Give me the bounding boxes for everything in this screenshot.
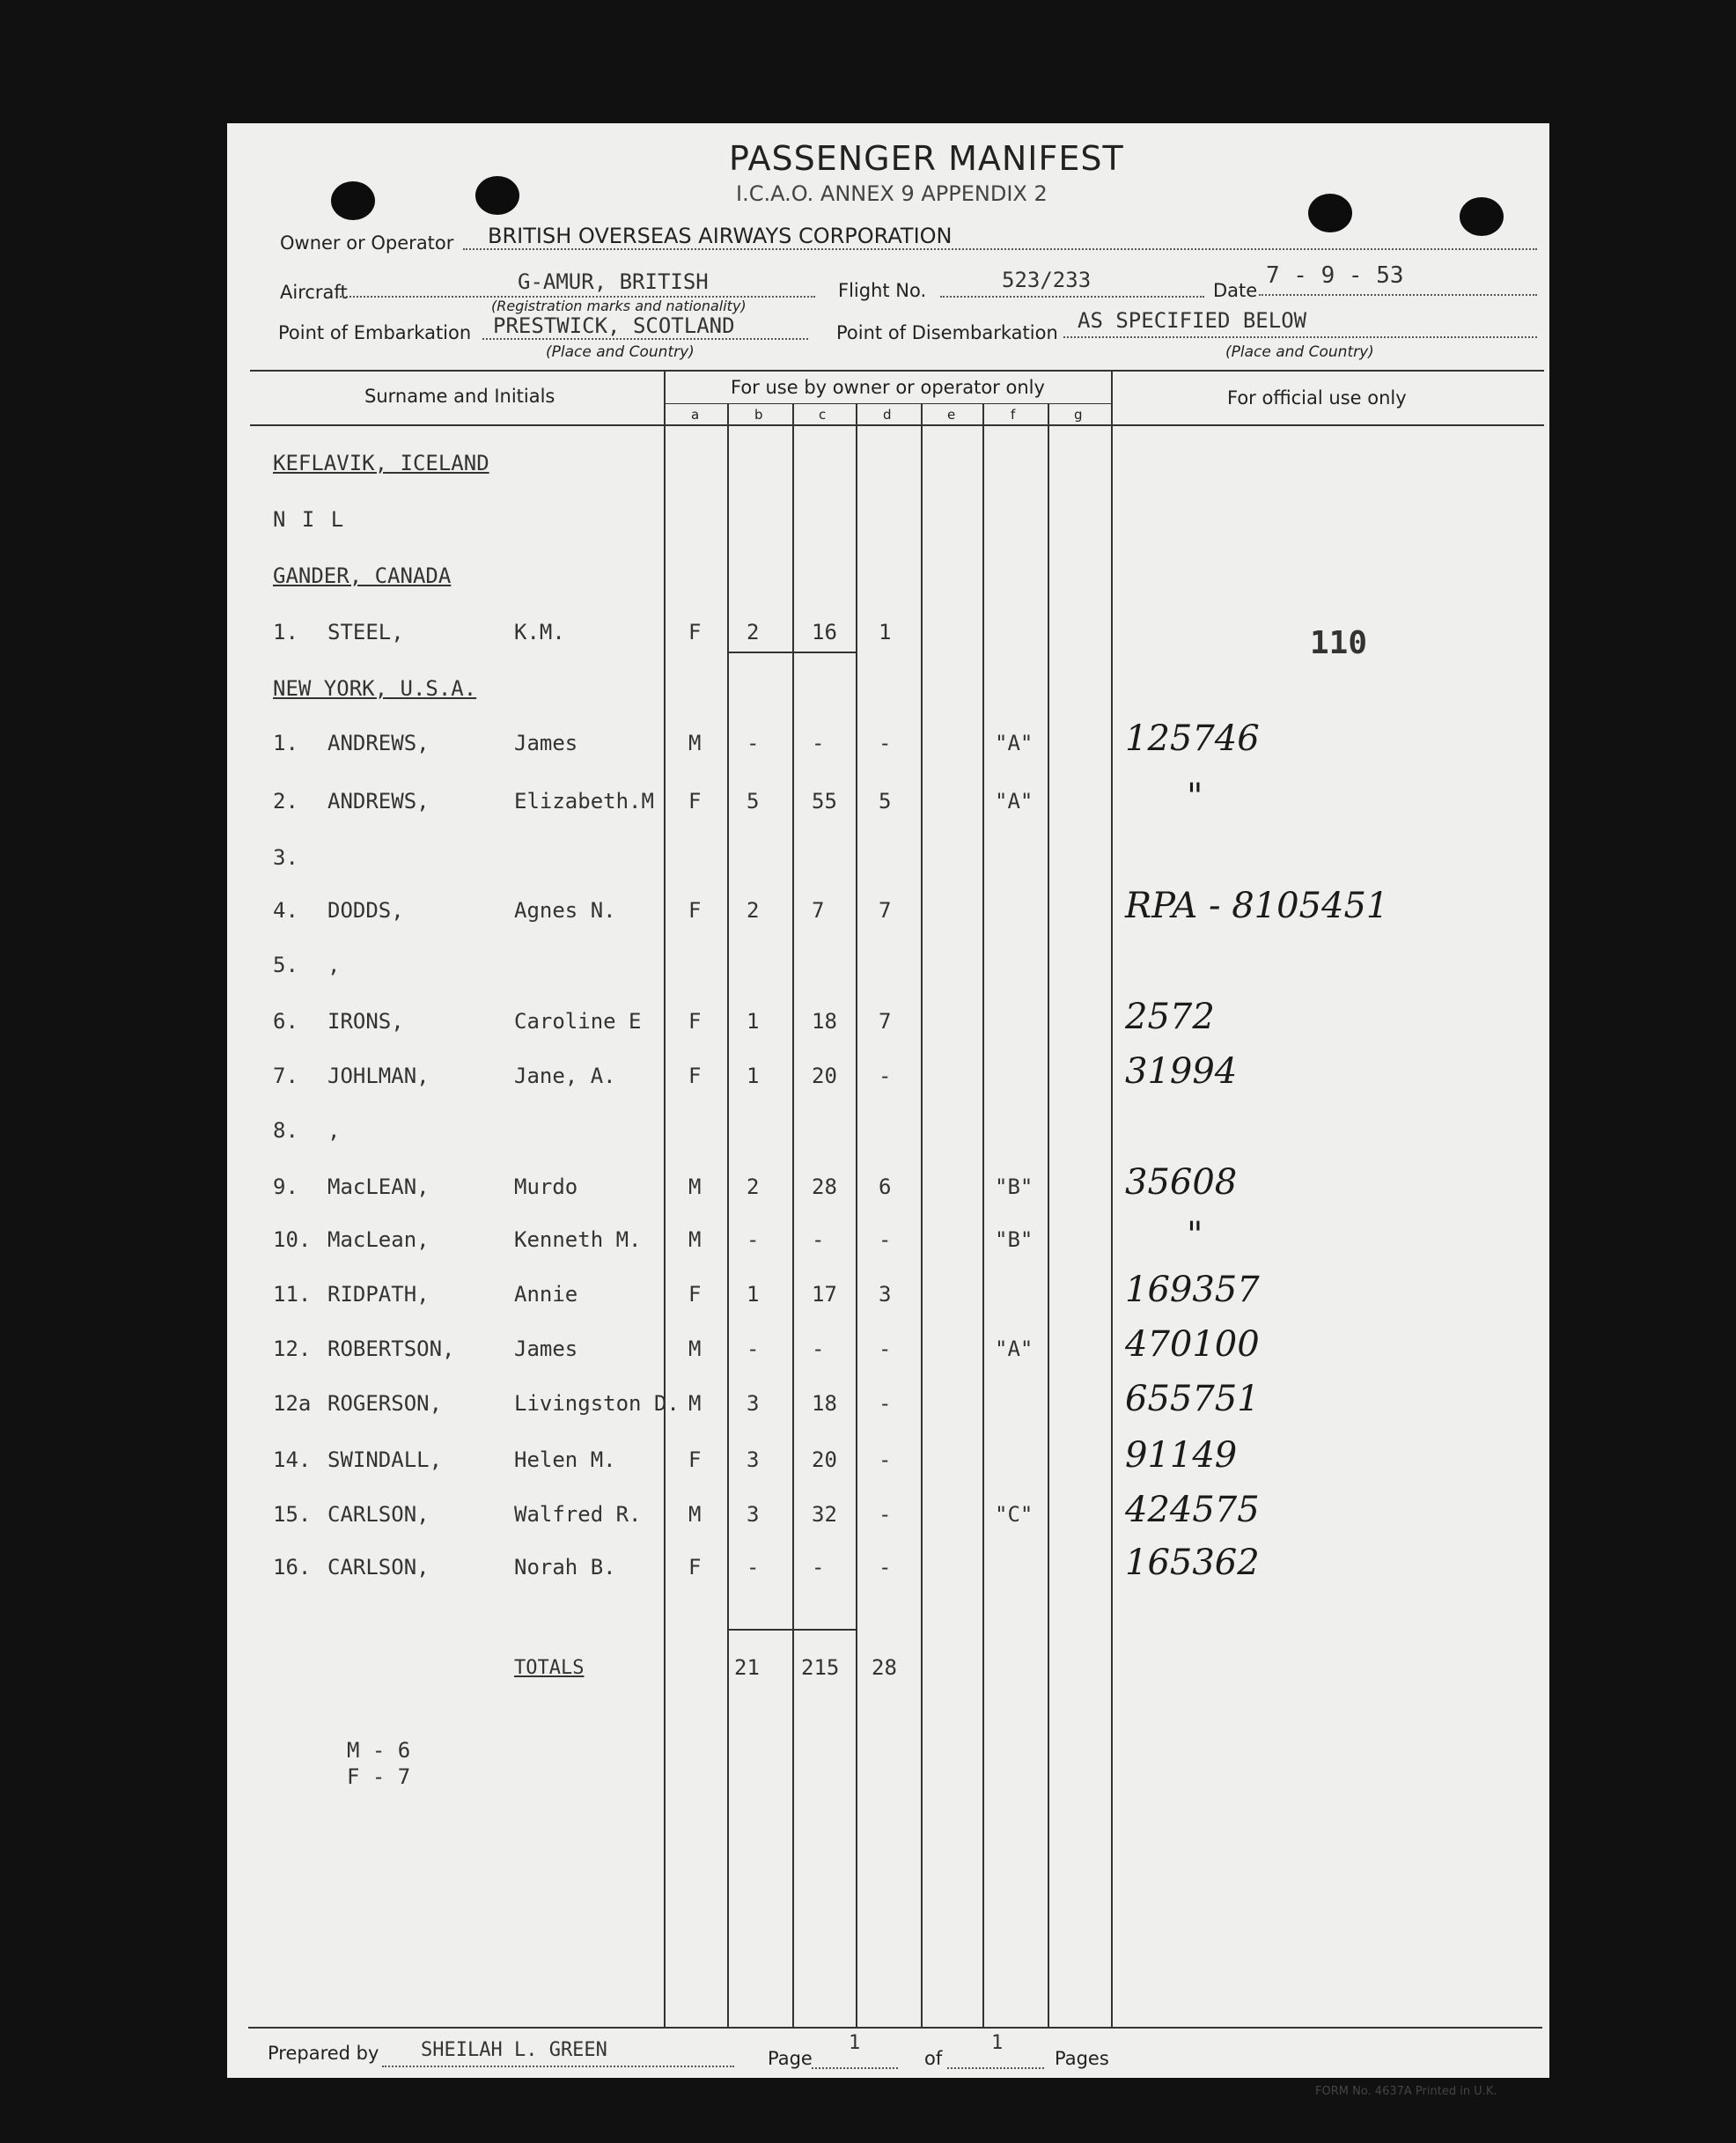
row-surname: , (327, 1118, 341, 1143)
row-given-name: Jane, A. (514, 1064, 616, 1088)
row-sex: F (688, 898, 702, 923)
row-number: 5. (273, 953, 298, 977)
col-label-b: b (754, 407, 763, 423)
prepared-value: SHEILAH L. GREEN (421, 2039, 607, 2061)
row-col-f: "B" (995, 1175, 1034, 1199)
row-surname: CARLSON, (327, 1555, 430, 1580)
page-value: 1 (849, 2032, 861, 2054)
embark-note: (Place and Country) (546, 343, 695, 361)
flight-dotted-line (940, 296, 1204, 298)
row-col-f: "A" (995, 789, 1034, 814)
flight-value: 523/233 (1002, 268, 1092, 292)
row-given-name: Walfred R. (514, 1502, 642, 1527)
col-label-c: c (819, 407, 827, 423)
manifest-sheet (227, 123, 1549, 2098)
row-sex: F (688, 1282, 702, 1307)
row-col-d: 1 (879, 620, 892, 644)
row-number: 15. (273, 1502, 312, 1527)
col-label-d: d (883, 407, 892, 423)
embark-label: Point of Embarkation (278, 322, 472, 343)
row-given-name: Kenneth M. (514, 1227, 642, 1252)
row-sex: M (688, 1337, 702, 1361)
surname-heading: Surname and Initials (364, 386, 555, 407)
row-col-d: - (879, 1337, 892, 1361)
row-given-name: Annie (514, 1282, 578, 1307)
row-number: 12. (273, 1337, 312, 1361)
row-surname: ANDREWS, (327, 789, 430, 814)
row-surname: IRONS, (327, 1009, 404, 1034)
row-number: 4. (273, 898, 298, 923)
col-rule-c (792, 403, 794, 2027)
row-col-b: - (747, 1555, 760, 1580)
totals-b: 21 (734, 1655, 760, 1680)
table-head-rule (250, 424, 1544, 426)
row-col-b: 1 (747, 1064, 760, 1088)
row-sex: F (688, 789, 702, 814)
row-surname: DODDS, (327, 898, 404, 923)
row-number: 16. (273, 1555, 312, 1580)
disembark-note: (Place and Country) (1225, 343, 1374, 361)
operator-head-rule (665, 403, 1112, 404)
punch-hole (1460, 197, 1504, 236)
row-surname: JOHLMAN, (327, 1064, 430, 1088)
row-surname: KEFLAVIK, ICELAND (273, 451, 489, 475)
col-rule-a (664, 370, 666, 2027)
row-col-c: - (812, 1227, 825, 1252)
row-surname: N I L (273, 507, 346, 532)
row-surname: GANDER, CANADA (273, 563, 452, 588)
row-col-b: 3 (747, 1391, 760, 1416)
row-surname: ROGERSON, (327, 1391, 443, 1416)
row-surname: SWINDALL, (327, 1447, 443, 1472)
row-col-c: 18 (812, 1391, 837, 1416)
page-subtitle: I.C.A.O. ANNEX 9 APPENDIX 2 (736, 181, 1048, 206)
row-col-c: 20 (812, 1064, 837, 1088)
date-label: Date (1213, 280, 1258, 301)
row-col-d: - (879, 1555, 892, 1580)
row-col-b: - (747, 1337, 760, 1361)
col-rule-e (921, 403, 923, 2027)
aircraft-value: G-AMUR, BRITISH (518, 269, 709, 294)
totals-c: 215 (801, 1655, 840, 1680)
row-given-name: Norah B. (514, 1555, 616, 1580)
col-label-f: f (1011, 407, 1016, 423)
row-col-b: - (747, 731, 760, 755)
row-col-f: "A" (995, 1337, 1034, 1361)
punch-hole (475, 176, 519, 215)
row-number: 12a (273, 1391, 312, 1416)
page-dotted-line (812, 2067, 898, 2069)
date-value: 7 - 9 - 53 (1266, 262, 1404, 289)
row-col-c: 20 (812, 1447, 837, 1472)
punch-hole (331, 181, 375, 220)
gander-subtotal-rule (727, 652, 857, 653)
prepared-dotted-line (382, 2066, 734, 2067)
row-given-name: Murdo (514, 1175, 578, 1199)
row-sex: F (688, 1064, 702, 1088)
row-col-c: - (812, 731, 825, 755)
row-col-b: 1 (747, 1009, 760, 1034)
row-number: 14. (273, 1447, 312, 1472)
owner-label: Owner or Operator (280, 232, 454, 254)
row-col-d: - (879, 1064, 892, 1088)
col-rule-d (856, 403, 857, 2027)
row-col-d: 7 (879, 1009, 892, 1034)
row-col-d: 7 (879, 898, 892, 923)
row-col-b: - (747, 1227, 760, 1252)
row-col-d: - (879, 731, 892, 755)
row-sex: M (688, 1175, 702, 1199)
row-given-name: Elizabeth.M (514, 789, 654, 814)
totals-rule (727, 1629, 857, 1631)
owner-value: BRITISH OVERSEAS AIRWAYS CORPORATION (488, 224, 953, 248)
row-given-name: Agnes N. (514, 898, 616, 923)
footer-top-rule (248, 2027, 1542, 2029)
row-sex: M (688, 1227, 702, 1252)
page-title: PASSENGER MANIFEST (729, 139, 1124, 178)
row-official-entry: RPA - 8105451 (1125, 886, 1389, 926)
owner-dotted-line (463, 248, 1537, 250)
row-col-b: 2 (747, 898, 760, 923)
totals-label: TOTALS (514, 1657, 585, 1679)
row-col-c: - (812, 1555, 825, 1580)
row-col-b: 1 (747, 1282, 760, 1307)
row-sex: F (688, 1447, 702, 1472)
row-col-d: - (879, 1502, 892, 1527)
row-official-entry: 110 (1310, 625, 1368, 661)
row-col-c: 17 (812, 1282, 837, 1307)
row-given-name: Livingston D. (514, 1391, 680, 1416)
totals-d: 28 (872, 1655, 897, 1680)
row-official-entry: 165362 (1125, 1543, 1260, 1583)
disembark-value: AS SPECIFIED BELOW (1078, 308, 1307, 333)
row-col-d: - (879, 1227, 892, 1252)
row-col-b: 2 (747, 1175, 760, 1199)
aircraft-label: Aircraft (280, 282, 348, 303)
row-surname: ANDREWS, (327, 731, 430, 755)
col-label-a: a (691, 407, 700, 423)
row-surname: RIDPATH, (327, 1282, 430, 1307)
row-number: 1. (273, 731, 298, 755)
punch-hole (1308, 194, 1352, 232)
row-official-entry: 470100 (1125, 1324, 1260, 1365)
male-count: M - 6 (347, 1738, 411, 1763)
official-heading: For official use only (1227, 387, 1407, 409)
row-number: 9. (273, 1175, 298, 1199)
row-number: 10. (273, 1227, 312, 1252)
row-sex: M (688, 731, 702, 755)
row-col-c: - (812, 1337, 825, 1361)
form-number: FORM No. 4637A Printed in U.K. (1315, 2085, 1497, 2098)
row-col-f: "C" (995, 1502, 1034, 1527)
row-col-b: 3 (747, 1447, 760, 1472)
row-official-entry: 91149 (1125, 1435, 1238, 1476)
row-given-name: Caroline E (514, 1009, 642, 1034)
row-given-name: Helen M. (514, 1447, 616, 1472)
row-surname: STEEL, (327, 620, 404, 644)
row-given-name: James (514, 731, 578, 755)
row-given-name: James (514, 1337, 578, 1361)
row-number: 11. (273, 1282, 312, 1307)
prepared-label: Prepared by (268, 2043, 379, 2064)
female-count: F - 7 (347, 1764, 411, 1789)
row-col-d: 6 (879, 1175, 892, 1199)
embark-dotted-line (482, 338, 808, 340)
row-sex: M (688, 1391, 702, 1416)
row-col-c: 18 (812, 1009, 837, 1034)
col-rule-f (982, 403, 984, 2027)
row-number: 1. (273, 620, 298, 644)
page-label: Page (768, 2048, 813, 2069)
row-official-entry: " (1187, 1215, 1203, 1256)
row-sex: F (688, 1555, 702, 1580)
row-col-f: "B" (995, 1227, 1034, 1252)
row-official-entry: 31994 (1125, 1051, 1238, 1092)
row-col-d: - (879, 1391, 892, 1416)
row-col-b: 5 (747, 789, 760, 814)
row-number: 8. (273, 1118, 298, 1143)
row-col-b: 2 (747, 620, 760, 644)
row-col-c: 32 (812, 1502, 837, 1527)
table-top-rule (250, 370, 1544, 372)
operator-heading: For use by owner or operator only (731, 377, 1045, 398)
row-col-d: 3 (879, 1282, 892, 1307)
row-sex: F (688, 1009, 702, 1034)
row-surname: NEW YORK, U.S.A. (273, 676, 477, 701)
row-official-entry: 424575 (1125, 1490, 1260, 1530)
embark-value: PRESTWICK, SCOTLAND (493, 313, 735, 338)
row-sex: M (688, 1502, 702, 1527)
row-surname: , (327, 953, 341, 977)
row-sex: F (688, 620, 702, 644)
registration-note: (Registration marks and nationality) (491, 298, 747, 314)
row-official-entry: 169357 (1125, 1270, 1260, 1310)
col-rule-official (1111, 370, 1113, 2027)
row-surname: MacLean, (327, 1227, 430, 1252)
col-rule-g (1048, 403, 1049, 2027)
row-col-f: "A" (995, 731, 1034, 755)
row-col-c: 7 (812, 898, 825, 923)
of-dotted-line (947, 2067, 1044, 2069)
row-col-d: 5 (879, 789, 892, 814)
row-official-entry: " (1187, 777, 1203, 817)
row-official-entry: 655751 (1125, 1379, 1260, 1419)
row-number: 7. (273, 1064, 298, 1088)
date-dotted-line (1259, 294, 1537, 296)
disembark-dotted-line (1063, 336, 1537, 338)
row-official-entry: 125746 (1125, 718, 1260, 759)
flight-label: Flight No. (838, 280, 927, 301)
row-surname: MacLEAN, (327, 1175, 430, 1199)
col-rule-b (727, 403, 729, 2027)
row-col-c: 55 (812, 789, 837, 814)
of-label: of (924, 2048, 943, 2069)
row-col-d: - (879, 1447, 892, 1472)
row-col-c: 16 (812, 620, 837, 644)
row-number: 3. (273, 845, 298, 870)
disembark-label: Point of Disembarkation (836, 322, 1058, 343)
of-value: 1 (991, 2032, 1004, 2054)
row-col-b: 3 (747, 1502, 760, 1527)
pages-label: Pages (1055, 2048, 1109, 2069)
row-official-entry: 35608 (1125, 1162, 1238, 1203)
row-number: 2. (273, 789, 298, 814)
row-given-name: K.M. (514, 620, 565, 644)
row-surname: ROBERTSON, (327, 1337, 455, 1361)
col-label-g: g (1074, 407, 1083, 423)
col-label-e: e (947, 407, 956, 423)
row-surname: CARLSON, (327, 1502, 430, 1527)
row-official-entry: 2572 (1125, 997, 1215, 1037)
row-number: 6. (273, 1009, 298, 1034)
row-col-c: 28 (812, 1175, 837, 1199)
